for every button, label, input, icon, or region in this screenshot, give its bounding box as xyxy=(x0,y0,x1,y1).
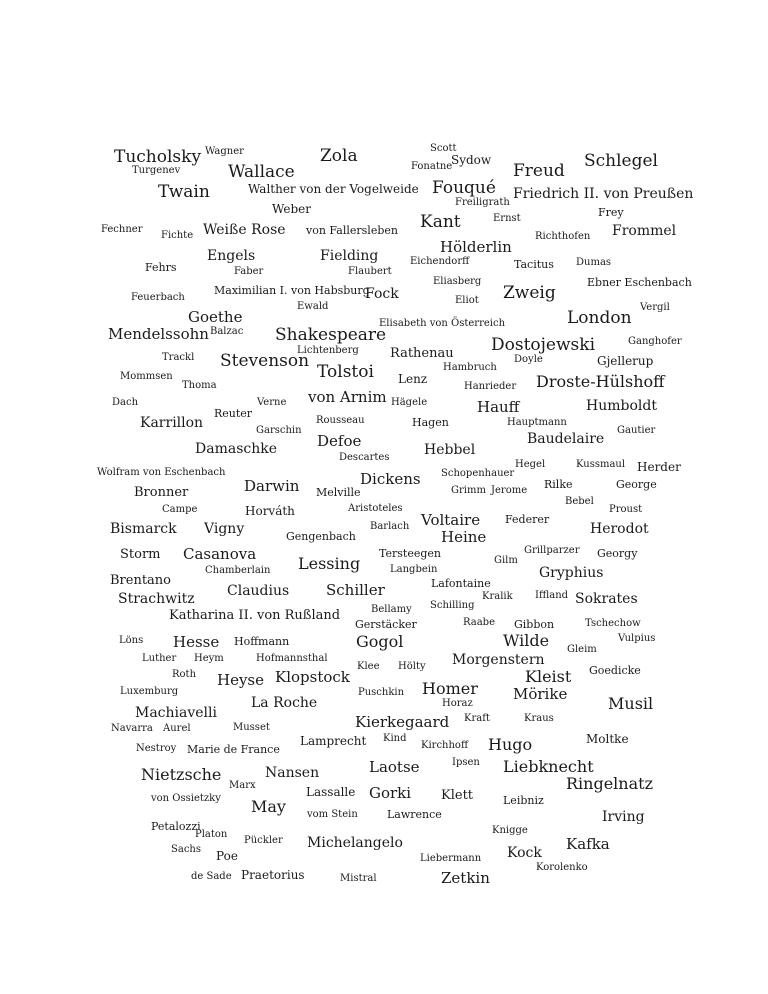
cloud-word: Kirchhoff xyxy=(421,740,469,751)
cloud-word: Luther xyxy=(142,653,177,664)
cloud-word: Liebermann xyxy=(420,853,482,864)
cloud-word: Lassalle xyxy=(306,785,356,799)
cloud-word: Proust xyxy=(609,504,643,515)
cloud-word: von Ossietzky xyxy=(151,793,221,804)
cloud-word: Gorki xyxy=(369,784,412,802)
cloud-word: Frommel xyxy=(612,223,677,239)
cloud-word: Sachs xyxy=(171,844,201,855)
cloud-word: Vulpius xyxy=(618,633,656,644)
cloud-word: Hölty xyxy=(398,661,426,672)
cloud-word: Lenz xyxy=(398,372,428,386)
cloud-word: Goethe xyxy=(188,308,243,326)
cloud-word: Horváth xyxy=(245,504,295,518)
cloud-word: Marx xyxy=(229,780,256,791)
cloud-word: Aristoteles xyxy=(348,503,403,514)
cloud-word: Nestroy xyxy=(136,743,177,754)
cloud-word: Elisabeth von Österreich xyxy=(379,318,506,329)
cloud-word: Eliot xyxy=(455,295,479,306)
cloud-word: Kussmaul xyxy=(576,459,626,470)
cloud-word: Aurel xyxy=(163,723,191,734)
cloud-word: Herodot xyxy=(590,521,649,537)
cloud-word: Dach xyxy=(112,397,139,408)
cloud-word: Thoma xyxy=(182,380,217,391)
cloud-word: Kralik xyxy=(482,591,513,602)
cloud-word: Jerome xyxy=(491,485,528,496)
cloud-word: Kraft xyxy=(464,713,490,724)
cloud-word: Puschkin xyxy=(358,687,405,698)
cloud-word: Gjellerup xyxy=(597,354,654,368)
cloud-word: Kock xyxy=(507,845,542,861)
cloud-word: Eliasberg xyxy=(433,276,482,287)
cloud-word: Fonatne xyxy=(411,161,453,172)
cloud-word: Zweig xyxy=(503,283,556,303)
cloud-word: Reuter xyxy=(214,407,253,420)
cloud-word: Heym xyxy=(194,653,224,664)
cloud-word: Hesse xyxy=(173,633,220,651)
cloud-word: Frey xyxy=(598,206,624,219)
cloud-word: Herder xyxy=(637,460,681,474)
cloud-word: Roth xyxy=(172,669,197,680)
cloud-word: Poe xyxy=(216,849,238,863)
cloud-word: Lamprecht xyxy=(300,734,367,748)
cloud-word: Fechner xyxy=(101,224,143,235)
cloud-word: Schilling xyxy=(430,600,475,611)
cloud-word: Gibbon xyxy=(514,618,555,631)
cloud-word: Horaz xyxy=(442,698,473,709)
cloud-word: Schiller xyxy=(326,581,385,599)
cloud-word: Katharina II. von Rußland xyxy=(169,608,341,623)
cloud-word: Hebbel xyxy=(424,442,476,458)
cloud-word: Luxemburg xyxy=(120,686,179,697)
cloud-word: Richthofen xyxy=(535,231,591,242)
cloud-word: Mendelssohn xyxy=(108,325,209,343)
cloud-word: Flaubert xyxy=(348,266,392,277)
cloud-word: Hauff xyxy=(477,398,520,416)
cloud-word: Ganghofer xyxy=(628,336,682,347)
cloud-word: Balzac xyxy=(210,326,244,337)
cloud-word: Ebner Eschenbach xyxy=(587,276,692,289)
cloud-word: Rilke xyxy=(544,478,573,491)
cloud-word: Maximilian I. von Habsburg xyxy=(214,284,370,297)
cloud-word: Grillparzer xyxy=(524,545,580,556)
cloud-word: Klopstock xyxy=(275,668,350,686)
cloud-word: Homer xyxy=(422,679,478,698)
cloud-word: Doyle xyxy=(514,354,543,365)
cloud-word: Praetorius xyxy=(241,868,305,882)
cloud-word: Bismarck xyxy=(110,521,177,537)
cloud-word: Tschechow xyxy=(585,618,641,629)
cloud-word: Wagner xyxy=(205,146,244,157)
cloud-word: Tolstoi xyxy=(317,362,374,382)
cloud-word: Kierkegaard xyxy=(355,713,450,731)
cloud-word: Rathenau xyxy=(390,346,454,361)
cloud-word: Twain xyxy=(158,182,210,202)
cloud-word: Machiavelli xyxy=(135,705,217,721)
cloud-word: Campe xyxy=(162,504,198,515)
cloud-word: Iffland xyxy=(535,590,569,601)
cloud-word: Klett xyxy=(441,788,474,803)
cloud-word: vom Stein xyxy=(307,809,358,820)
cloud-word: Musset xyxy=(233,722,270,733)
cloud-word: Raabe xyxy=(463,617,496,628)
cloud-word: Ipsen xyxy=(452,757,480,768)
cloud-word: von Arnim xyxy=(308,388,387,406)
cloud-word: Strachwitz xyxy=(118,591,195,607)
cloud-word: Laotse xyxy=(369,758,420,776)
cloud-word: Irving xyxy=(602,809,645,825)
cloud-word: Nietzsche xyxy=(141,765,222,784)
cloud-word: Hofmannsthal xyxy=(256,653,328,664)
cloud-word: Platon xyxy=(195,829,228,840)
cloud-word: Turgenev xyxy=(132,165,181,176)
cloud-word: Kleist xyxy=(525,667,572,686)
cloud-word: Droste-Hülshoff xyxy=(536,372,665,391)
cloud-word: Gleim xyxy=(567,644,597,655)
cloud-word: Gryphius xyxy=(539,565,604,581)
cloud-word: Lessing xyxy=(298,554,361,573)
cloud-word: Löns xyxy=(119,635,144,646)
cloud-word: Ewald xyxy=(297,301,329,312)
cloud-word: Hölderlin xyxy=(440,238,512,256)
cloud-word: Hegel xyxy=(515,459,546,470)
cloud-word: Sokrates xyxy=(575,591,638,607)
cloud-word: Storm xyxy=(120,547,161,562)
cloud-word: Schlegel xyxy=(584,151,658,171)
cloud-word: Humboldt xyxy=(586,398,657,414)
cloud-word: Rousseau xyxy=(316,415,365,426)
cloud-word: Lichtenberg xyxy=(297,345,359,356)
cloud-word: Bebel xyxy=(565,496,594,507)
cloud-word: Knigge xyxy=(492,825,528,836)
cloud-word: Hägele xyxy=(391,397,428,408)
cloud-word: Tersteegen xyxy=(379,547,441,560)
cloud-word: Bellamy xyxy=(371,604,412,615)
cloud-word: Hoffmann xyxy=(234,635,290,648)
cloud-word: Morgenstern xyxy=(452,652,545,668)
cloud-word: Zetkin xyxy=(441,869,490,887)
cloud-word: Hugo xyxy=(488,735,533,754)
cloud-word: Marie de France xyxy=(187,743,280,756)
cloud-word: Fehrs xyxy=(145,261,177,274)
cloud-word: Defoe xyxy=(317,432,362,450)
cloud-word: Dostojewski xyxy=(491,335,596,355)
cloud-word: Feuerbach xyxy=(131,292,185,303)
cloud-word: Weber xyxy=(272,202,311,216)
cloud-word: Descartes xyxy=(339,452,390,463)
cloud-word: Wilde xyxy=(503,631,550,650)
cloud-word: Klee xyxy=(357,661,380,672)
cloud-word: Federer xyxy=(505,513,550,526)
cloud-word: Stevenson xyxy=(220,351,310,371)
cloud-word: Kraus xyxy=(524,713,554,724)
cloud-word: Goedicke xyxy=(589,664,641,677)
cloud-word: Moltke xyxy=(586,732,629,746)
cloud-word: Brentano xyxy=(110,573,172,588)
cloud-word: de Sade xyxy=(191,871,232,882)
cloud-word: Verne xyxy=(257,397,287,408)
cloud-word: Melville xyxy=(316,486,361,499)
cloud-word: Mistral xyxy=(340,873,377,884)
cloud-word: Gogol xyxy=(356,632,404,651)
cloud-word: Walther von der Vogelweide xyxy=(248,182,419,196)
cloud-word: von Fallersleben xyxy=(306,224,398,237)
cloud-word: Freud xyxy=(513,161,565,181)
cloud-word: Hambruch xyxy=(443,362,497,373)
cloud-word: Trackl xyxy=(162,352,195,363)
cloud-word: Garschin xyxy=(256,425,302,436)
cloud-word: Shakespeare xyxy=(275,325,387,345)
cloud-word: Lafontaine xyxy=(431,577,491,590)
cloud-word: Baudelaire xyxy=(527,431,605,447)
cloud-word: Hauptmann xyxy=(507,417,567,428)
cloud-word: Weiße Rose xyxy=(203,222,286,238)
cloud-word: Engels xyxy=(207,248,256,264)
cloud-word: Navarra xyxy=(111,723,153,734)
cloud-word: Voltaire xyxy=(421,511,481,529)
cloud-word: Liebknecht xyxy=(503,757,594,776)
cloud-word: May xyxy=(251,797,286,816)
cloud-word: Dickens xyxy=(360,470,421,488)
cloud-word: Vergil xyxy=(640,302,670,313)
cloud-word: Heyse xyxy=(217,671,265,689)
cloud-word: Friedrich II. von Preußen xyxy=(513,186,694,202)
cloud-word: Ringelnatz xyxy=(566,774,653,793)
cloud-word: Faber xyxy=(234,266,264,277)
cloud-word: Hagen xyxy=(412,416,449,429)
cloud-word: Ernst xyxy=(493,213,521,224)
cloud-word: Fichte xyxy=(161,230,194,241)
cloud-word: Korolenko xyxy=(536,862,588,873)
cloud-word: Bronner xyxy=(134,485,189,500)
cloud-word: Tacitus xyxy=(514,258,554,271)
cloud-word: Karrillon xyxy=(140,415,204,431)
cloud-word: Lawrence xyxy=(387,808,442,821)
cloud-word: Mörike xyxy=(513,685,568,703)
cloud-word: Grimm xyxy=(451,485,486,496)
cloud-word: Nansen xyxy=(265,765,320,781)
cloud-word: Eichendorff xyxy=(410,256,470,267)
cloud-word: Dumas xyxy=(576,257,612,268)
cloud-word: Fouqué xyxy=(432,178,496,198)
cloud-word: Georgy xyxy=(597,547,638,560)
cloud-word: Gerstäcker xyxy=(355,618,417,631)
cloud-word: Scott xyxy=(430,143,457,154)
cloud-word: Zola xyxy=(320,146,358,166)
cloud-word: George xyxy=(616,478,657,491)
cloud-word: Gilm xyxy=(494,555,518,566)
cloud-word: Chamberlain xyxy=(205,565,271,576)
cloud-word: Leibniz xyxy=(503,794,544,807)
cloud-word: Michelangelo xyxy=(307,835,403,851)
cloud-word: Claudius xyxy=(227,583,290,599)
cloud-word: La Roche xyxy=(251,695,318,711)
cloud-word: Fielding xyxy=(320,248,379,264)
cloud-word: Heine xyxy=(441,528,487,546)
cloud-word: Casanova xyxy=(183,545,257,563)
cloud-word: London xyxy=(567,308,632,328)
cloud-word: Tucholsky xyxy=(114,147,202,167)
cloud-word: Gautier xyxy=(617,425,656,436)
cloud-word: Barlach xyxy=(370,521,410,532)
cloud-word: Kind xyxy=(383,733,407,744)
cloud-word: Kafka xyxy=(566,835,610,853)
cloud-word: Mommsen xyxy=(120,371,173,382)
cloud-word: Wolfram von Eschenbach xyxy=(97,467,226,478)
cloud-word: Sydow xyxy=(451,153,492,167)
cloud-word: Kant xyxy=(420,212,461,232)
cloud-word: Hanrieder xyxy=(464,381,517,392)
cloud-word: Damaschke xyxy=(195,441,278,457)
cloud-word: Freiligrath xyxy=(455,197,510,208)
cloud-word: Petalozzi xyxy=(151,820,201,833)
cloud-word: Pückler xyxy=(244,835,283,846)
cloud-word: Fock xyxy=(365,286,399,302)
cloud-word: Musil xyxy=(608,694,654,713)
cloud-word: Schopenhauer xyxy=(441,468,515,479)
cloud-word: Vigny xyxy=(204,521,245,537)
cloud-word: Gengenbach xyxy=(286,530,356,543)
cloud-word: Wallace xyxy=(228,162,295,182)
cloud-word: Langbein xyxy=(390,564,438,575)
cloud-word: Darwin xyxy=(244,477,300,495)
